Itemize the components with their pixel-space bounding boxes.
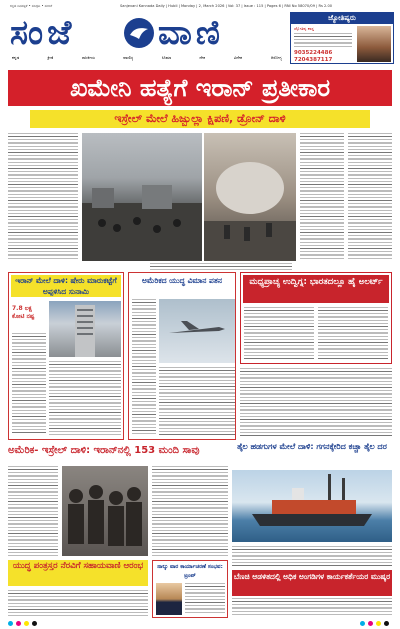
dove-logo-icon [124,18,154,48]
section-link: ವಿದೇಶ [233,55,243,60]
bse-building-photo [49,301,121,357]
color-registration-marks-left [8,621,37,626]
oil-headline: ತೈಲ ಹಡಗುಗಳ ಮೇಲೆ ದಾಳಿ: ಗಗನಕ್ಕೇರಿದ ಕಚ್ಚಾ ತೈಲ ದರ [237,442,387,451]
ad-title: ಜ್ಯೋತಿಷ್ಯರು [291,13,393,24]
trump-portrait [156,583,182,615]
market-story [8,272,124,440]
deaths-headline: ಅಮೆರಿಕ- ಇಸ್ರೇಲ್ ದಾಳಿ: ಇರಾನ್‌ನಲ್ಲಿ 153 ಮಂದಿ ಸಾವು [8,445,200,456]
astrology-ad [290,12,394,64]
section-link: ಸಿನಿಮಾ [161,55,172,60]
ad-phone-2: 7204387117 [294,57,333,63]
right-column-text [300,133,344,261]
helpline-story-text [8,590,148,616]
lead-headline: ಖಮೇನಿ ಹತ್ಯೆಗೆ ಇರಾನ್ ಪ್ರತೀಕಾರ [8,70,392,106]
ad-portrait [357,26,391,62]
us-war-headline: ಅಮೆರಿಕದ ಯುದ್ಧ ವಿಮಾನ ಪತನ [142,276,222,285]
masthead-title-right: ವಾಣಿ [158,13,224,53]
anganwadi-headline: ಬೆಣಚಿ ಆಡಳಿತದಲ್ಲಿ ಅಧಿಕ ಅಂಗಡಿಗಳ ಕಾರ್ಯಕರ್ತೆಯರ ಮುಷ್ಕರ [232,570,392,596]
market-stat: 7.8 ಲಕ್ಷ ಕೋಟಿ ನಷ್ಟ [12,305,35,320]
section-link: ಕನ್ನಡ [12,55,20,60]
section-link: ದೇಶ [199,55,206,60]
deaths-story-text [8,466,58,556]
strike-photo [204,133,296,261]
section-links [12,55,282,61]
ad-phone-1: 9035224486 [294,50,333,56]
far-right-column-text [348,133,392,261]
anganwadi-story-text [232,598,392,616]
edition-info-left: ಕನ್ನಡ ದಿನಪತ್ರಿಕೆ • ಸಂಪುಟ • ಸಂಚಿಕೆ [10,4,53,8]
lead-story-text [8,133,78,261]
helpline-headline: ಯುದ್ಧ ಪಂತ್ರಸ್ತರ ನೆರವಿಗೆ ಸಹಾಯವಾಣಿ ಆರಂಭ [8,560,148,586]
mideast-headline: ಮಧ್ಯಪ್ರಾಚ್ಯ ಉದ್ವಿಗ್ನ: ಭಾರತದಲ್ಲೂ ಹೈ ಅಲರ್ಟ್ [243,275,389,303]
ad-subtitle: ಜ್ಯೋತಿಷ್ಯ ಶಾಸ್ತ್ರ [294,26,314,31]
mourners-photo [62,466,148,556]
masthead-title-left: ಸಂಜೆ [10,13,76,53]
color-registration-marks-right [360,621,389,626]
section-link: ರಾಜಕೀಯ [81,55,96,60]
lead-caption-text [150,263,292,271]
fighter-jet-photo [159,299,235,363]
trump-headline: ನಾಲ್ಕು ವಾರ ಕಾರ್ಯಾಚರಣೆ ಸಂಭವ: ಟ್ರಂಪ್ [157,564,223,579]
masthead [10,12,282,54]
section-link: ಆರೋಗ್ಯ [270,55,282,60]
oil-tanker-photo [232,470,392,542]
oil-story-text [232,546,392,568]
section-link: ಕ್ರೀಡೆ [47,55,54,60]
lead-subheadline: ಇಸ್ರೇಲ್ ಮೇಲೆ ಹಿಜ್ಬುಲ್ಲಾ ಕ್ಷಿಪಣಿ, ಡ್ರೋನ್ ದಾಳಿ [30,110,370,128]
lead-photo-protest [82,133,202,261]
trump-story [152,560,228,618]
edition-info: Sanjevani Kannada Daily | Hubli | Monday | 2, March 2026 | Vol: 37 | Issue : 115 | Pages 6 | RNI No 58070/09 | Rs 2.00 [120,4,333,8]
mideast-story [240,272,392,364]
deaths-story-text-2 [152,466,228,556]
market-headline: ಇರಾನ್ ಮೇಲೆ ದಾಳಿ: ಷೇರು ಮಾರುಕಟ್ಟೆಗೆ ಅಪ್ಪಳಿಸಿದ ಸುನಾಮಿ [11,275,121,297]
us-war-story [128,272,236,440]
section-link: ವಾಣಿಜ್ಯ [123,55,134,60]
mideast-continued-text [240,368,392,438]
